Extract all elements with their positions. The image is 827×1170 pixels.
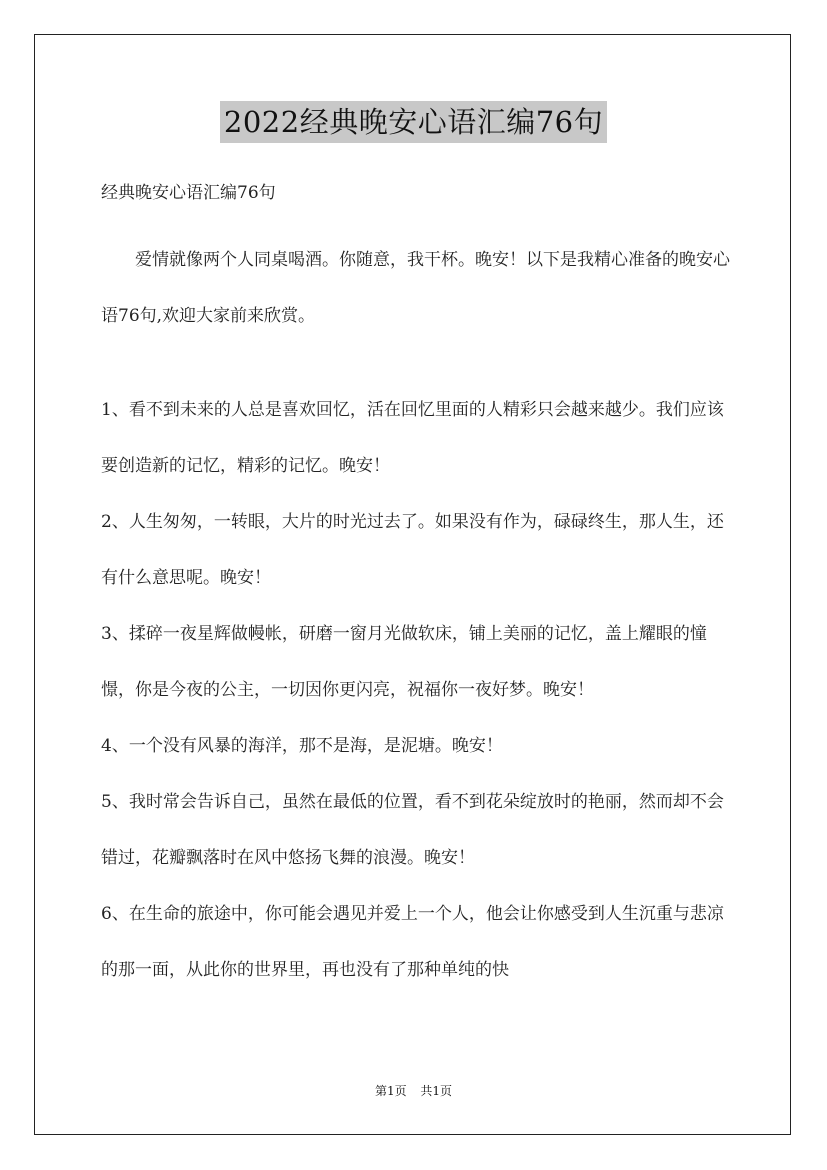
list-item: 2、人生匆匆，一转眼，大片的时光过去了。如果没有作为，碌碌终生，那人生，还有什么意思呢。晚安！	[101, 512, 724, 588]
list-item: 1、看不到未来的人总是喜欢回忆，活在回忆里面的人精彩只会越来越少。我们应该要创造新的记忆，精彩的记忆。晚安！	[101, 400, 724, 476]
intro-paragraph: 爱情就像两个人同桌喝酒。你随意，我干杯。晚安！以下是我精心准备的晚安心语76句,欢迎大家前来欣赏。	[101, 250, 730, 326]
intro-paragraph-container	[101, 232, 731, 344]
page-footer	[0, 1082, 827, 1099]
list-item: 5、我时常会告诉自己，虽然在最低的位置，看不到花朵绽放时的艳丽，然而却不会错过，花瓣飘落时在风中悠扬飞舞的浪漫。晚安！	[101, 792, 724, 868]
document-subtitle: 经典晚安心语汇编76句	[101, 183, 276, 203]
page-number: 第1页	[374, 1084, 407, 1098]
title-container	[0, 101, 827, 143]
list-item: 3、揉碎一夜星辉做幔帐，研磨一窗月光做软床，铺上美丽的记忆，盖上耀眼的憧憬，你是今夜的公主，一切因你更闪亮，祝福你一夜好梦。晚安！	[101, 624, 707, 700]
page-total: 共1页	[420, 1084, 453, 1098]
quote-list	[101, 382, 737, 998]
document-title: 2022经典晚安心语汇编76句	[220, 101, 607, 143]
list-item: 4、一个没有风暴的海洋，那不是海，是泥塘。晚安！	[101, 736, 503, 756]
list-item: 6、在生命的旅途中，你可能会遇见并爱上一个人，他会让你感受到人生沉重与悲凉的那一面，从此你的世界里，再也没有了那种单纯的快	[101, 904, 724, 980]
